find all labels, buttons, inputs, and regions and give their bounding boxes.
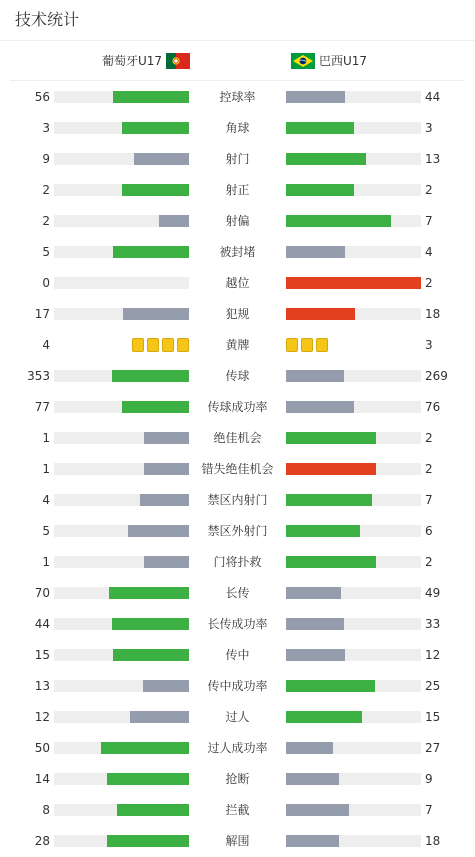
away-stat-bar [286,711,362,723]
yellow-card-icon [132,338,144,352]
stat-label: 拦截 [225,803,250,817]
stat-row [0,614,475,634]
home-stat-bar-track [54,122,189,134]
home-stat-value: 4 [42,338,50,352]
away-stat-bar-track [286,122,421,134]
stat-row [0,366,475,386]
yellow-card-icon [162,338,174,352]
away-stat-value: 2 [425,431,433,445]
away-stat-bar [286,649,345,661]
stat-label: 长传 [225,586,250,600]
home-stat-value: 1 [42,555,50,569]
away-stat-value: 49 [425,586,441,600]
away-stat-bar [286,804,349,816]
home-stat-bar [144,463,189,475]
home-team[interactable] [102,53,190,69]
away-stat-bar-track [286,401,421,413]
home-stat-value: 17 [34,307,50,321]
page-header [0,0,475,41]
away-stat-value: 13 [425,152,441,166]
away-stat-value: 12 [425,648,441,662]
stat-label: 犯规 [225,307,250,321]
away-stat-bar-track [286,835,421,847]
home-stat-value: 77 [34,400,50,414]
away-stat-value: 44 [425,90,441,104]
home-stat-bar-track [54,277,189,289]
stat-row [0,676,475,696]
away-stat-value: 7 [425,803,433,817]
away-stat-value: 2 [425,183,433,197]
away-stat-bar [286,308,355,320]
away-stat-bar [286,122,354,134]
home-stat-bar [101,742,189,754]
stat-label: 过人成功率 [207,741,268,755]
stat-row [0,552,475,572]
away-stat-bar-track [286,494,421,506]
home-stat-bar [113,649,189,661]
home-stat-value: 3 [42,121,50,135]
stat-row [0,738,475,758]
home-stat-bar-track [54,246,189,258]
stat-row [0,769,475,789]
away-stat-bar [286,773,339,785]
stat-row [0,118,475,138]
away-stat-bar [286,494,372,506]
away-stat-value: 7 [425,493,433,507]
stat-row [0,211,475,231]
home-stat-bar-track [54,153,189,165]
home-stat-bar [140,494,189,506]
home-stat-bar [107,773,189,785]
home-stat-value: 12 [34,710,50,724]
stat-row [0,335,475,355]
home-stat-bar [122,184,190,196]
stat-label: 禁区内射门 [207,493,268,507]
home-stat-bar-track [54,556,189,568]
away-stat-bar-track [286,463,421,475]
away-stat-bar-track [286,370,421,382]
home-stat-value: 56 [34,90,50,104]
away-stat-bar-track [286,804,421,816]
portugal-flag-icon [166,53,190,69]
home-stat-bar-track [54,742,189,754]
stat-label: 禁区外射门 [207,524,268,538]
away-stat-bar-track [286,246,421,258]
stat-label: 射偏 [225,214,250,228]
stat-label: 过人 [225,710,250,724]
home-stat-value: 8 [42,803,50,817]
home-stat-bar-track [54,432,189,444]
away-stat-value: 15 [425,710,441,724]
stat-row [0,831,475,851]
stat-label: 绝佳机会 [213,431,262,445]
home-stat-bar [144,432,189,444]
yellow-card-icon [286,338,298,352]
home-stat-value: 14 [34,772,50,786]
stat-row [0,459,475,479]
away-stat-bar [286,742,333,754]
home-stat-bar-track [54,711,189,723]
home-stat-bar-track [54,91,189,103]
home-stat-bar-track [54,308,189,320]
home-stat-bar-track [54,463,189,475]
home-stat-bar [123,308,189,320]
home-stat-bar-track [54,649,189,661]
home-yellow-cards [132,338,189,352]
away-stat-bar-track [286,184,421,196]
home-stat-bar [143,680,189,692]
stat-row [0,428,475,448]
stat-label: 解围 [225,834,250,848]
home-stat-bar [117,804,189,816]
away-stat-bar-track [286,91,421,103]
stat-row [0,87,475,107]
stat-row [0,180,475,200]
yellow-card-icon [301,338,313,352]
away-stat-bar-track [286,773,421,785]
stat-row [0,521,475,541]
stat-label: 控球率 [219,90,256,104]
away-stat-bar-track [286,277,421,289]
home-stat-bar [113,246,189,258]
away-stat-value: 76 [425,400,441,414]
brazil-flag-icon [291,53,315,69]
stat-row [0,242,475,262]
away-stat-bar-track [286,587,421,599]
away-stat-bar [286,463,376,475]
home-stat-bar [112,618,189,630]
away-stat-value: 33 [425,617,441,631]
away-stat-bar [286,556,376,568]
home-stat-bar [128,525,189,537]
away-stat-bar-track [286,680,421,692]
home-stat-bar [109,587,189,599]
home-stat-value: 1 [42,431,50,445]
stat-row [0,490,475,510]
away-stat-bar [286,525,360,537]
away-stat-bar [286,91,345,103]
stat-row [0,397,475,417]
stat-row [0,800,475,820]
home-stat-bar [113,91,189,103]
home-stat-value: 9 [42,152,50,166]
away-stat-value: 7 [425,214,433,228]
home-stat-bar-track [54,401,189,413]
away-stat-bar-track [286,215,421,227]
away-stat-value: 2 [425,462,433,476]
home-stat-bar-track [54,370,189,382]
home-stat-value: 353 [27,369,50,383]
stat-label: 传中 [225,648,250,662]
stat-row [0,707,475,727]
stat-label: 传球 [225,369,250,383]
away-stat-value: 6 [425,524,433,538]
away-stat-value: 2 [425,555,433,569]
home-stat-bar-track [54,804,189,816]
home-stat-value: 50 [34,741,50,755]
away-stat-bar-track [286,525,421,537]
home-stat-value: 5 [42,524,50,538]
home-stat-bar-track [54,184,189,196]
stat-label: 传球成功率 [207,400,268,414]
away-stat-bar [286,432,376,444]
away-stat-bar-track [286,432,421,444]
stat-label: 错失绝佳机会 [201,462,274,476]
away-stat-bar [286,835,339,847]
away-stat-value: 25 [425,679,441,693]
home-stat-value: 15 [34,648,50,662]
stat-row [0,304,475,324]
away-stat-bar-track [286,711,421,723]
home-stat-bar [159,215,189,227]
away-stat-value: 3 [425,338,433,352]
home-stat-value: 0 [42,276,50,290]
home-stat-bar [112,370,189,382]
stat-label: 射正 [225,183,250,197]
stat-label: 门将扑救 [213,555,262,569]
yellow-card-icon [316,338,328,352]
home-stat-bar [107,835,189,847]
stat-row [0,583,475,603]
home-stat-value: 28 [34,834,50,848]
away-yellow-cards [286,338,328,352]
home-stat-bar [134,153,189,165]
page-title: 技术统计 [15,10,80,29]
home-team-name: 葡萄牙U17 [101,54,162,68]
stat-row [0,149,475,169]
home-stat-value: 44 [34,617,50,631]
stat-label: 传中成功率 [207,679,268,693]
away-stat-bar [286,618,344,630]
away-stat-value: 2 [425,276,433,290]
home-stat-value: 2 [42,183,50,197]
away-stat-value: 3 [425,121,433,135]
away-stat-bar [286,215,391,227]
home-stat-bar-track [54,587,189,599]
away-stat-bar [286,680,375,692]
away-stat-bar-track [286,742,421,754]
away-stat-value: 269 [425,369,448,383]
home-stat-bar [122,122,190,134]
away-stat-bar [286,587,341,599]
home-stat-value: 5 [42,245,50,259]
away-stat-value: 18 [425,307,441,321]
stat-row [0,645,475,665]
away-team[interactable] [291,53,367,69]
home-stat-bar-track [54,525,189,537]
home-stat-bar-track [54,773,189,785]
away-stat-bar-track [286,153,421,165]
home-stat-bar [122,401,190,413]
away-team-name: 巴西U17 [319,54,368,68]
away-stat-bar [286,370,344,382]
away-stat-value: 27 [425,741,441,755]
away-stat-bar-track [286,618,421,630]
stat-label: 角球 [225,121,250,135]
away-stat-value: 9 [425,772,433,786]
away-stat-bar [286,184,354,196]
away-stat-bar [286,246,345,258]
teams-header [10,41,465,81]
home-stat-value: 13 [34,679,50,693]
home-stat-bar-track [54,680,189,692]
stat-row [0,273,475,293]
away-stat-bar-track [286,308,421,320]
yellow-card-icon [147,338,159,352]
home-stat-bar [130,711,189,723]
home-stat-bar-track [54,618,189,630]
away-stat-bar [286,401,354,413]
home-stat-value: 1 [42,462,50,476]
away-stat-bar-track [286,556,421,568]
away-stat-value: 4 [425,245,433,259]
away-stat-bar [286,153,366,165]
home-stat-value: 2 [42,214,50,228]
yellow-card-icon [177,338,189,352]
away-stat-bar [286,277,421,289]
home-stat-value: 4 [42,493,50,507]
home-stat-bar-track [54,835,189,847]
home-stat-bar [144,556,189,568]
home-stat-bar-track [54,494,189,506]
home-stat-value: 70 [34,586,50,600]
home-stat-bar-track [54,215,189,227]
stat-label: 射门 [225,152,250,166]
stat-label: 被封堵 [219,245,256,259]
away-stat-bar-track [286,649,421,661]
stat-label: 越位 [225,276,250,290]
stat-label: 抢断 [225,772,250,786]
away-stat-value: 18 [425,834,441,848]
stat-label: 长传成功率 [207,617,268,631]
stat-label: 黄牌 [225,338,250,352]
